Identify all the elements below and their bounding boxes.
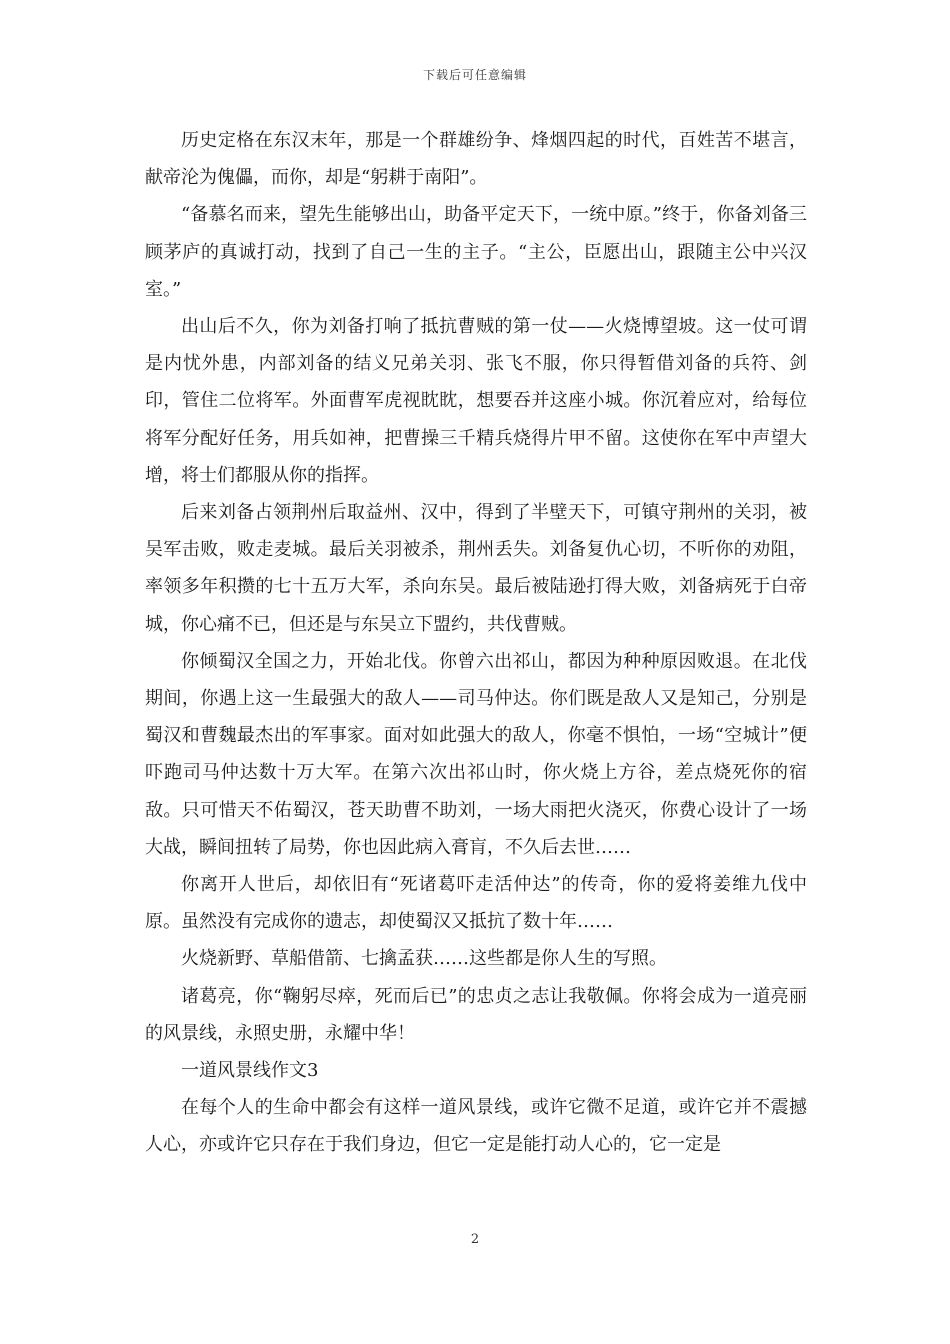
page-header: 下载后可任意编辑 bbox=[422, 68, 527, 82]
section-heading: 一道风景线作文3 bbox=[181, 1060, 319, 1082]
paragraph: 在每个人的生命中都会有这样一道风景线，或许它微不足道，或许它并不震撼人心，亦或许它只存在于我们身边，但它一定是能打动人心的，它一定是 bbox=[145, 1097, 807, 1156]
paragraph: 你倾蜀汉全国之力，开始北伐。你曾六出祁山，都因为种种原因败退。在北伐期间，你遇上这一生最强大的敌人——司马仲达。你们既是敌人又是知己，分别是蜀汉和曹魏最杰出的军事家。面对如此强大的敌人，你毫不惧怕，一场“空城计”便吓跑司马仲达数十万大军。在第六次出祁山时，你火烧上方谷，差点烧死你的宿敌。只可惜天不佑蜀汉，苍天助曹不助刘，一场大雨把火浇灭，你费心设计了一场大战，瞬间扭转了局势，你也因此病入膏肓，不久后去世…… bbox=[145, 650, 807, 858]
paragraph: 你离开人世后，却依旧有“死诸葛吓走活仲达”的传奇，你的爱将姜维九伐中原。虽然没有完成你的遗志，却使蜀汉又抵抗了数十年…… bbox=[145, 874, 807, 933]
page-number: 2 bbox=[470, 1232, 480, 1247]
paragraph: 诸葛亮，你“鞠躬尽瘁，死而后已”的忠贞之志让我敬佩。你将会成为一道亮丽的风景线，永照史册，永耀中华！ bbox=[145, 985, 807, 1044]
paragraph: “备慕名而来，望先生能够出山，助备平定天下，一统中原。”终于，你备刘备三顾茅庐的真诚打动，找到了自己一生的主子。“主公，臣愿出山，跟随主公中兴汉室。” bbox=[145, 204, 807, 300]
body-text bbox=[145, 122, 807, 1164]
paragraph: 历史定格在东汉末年，那是一个群雄纷争、烽烟四起的时代，百姓苦不堪言，献帝沦为傀儡，而你，却是“躬耕于南阳”。 bbox=[145, 130, 807, 189]
paragraph: 出山后不久，你为刘备打响了抵抗曹贼的第一仗——火烧博望坡。这一仗可谓是内忧外患，内部刘备的结义兄弟关羽、张飞不服，你只得暂借刘备的兵符、剑印，管住二位将军。外面曹军虎视眈眈，想要吞并这座小城。你沉着应对，给每位将军分配好任务，用兵如神，把曹操三千精兵烧得片甲不留。这使你在军中声望大增，将士们都服从你的指挥。 bbox=[145, 316, 807, 486]
paragraph: 火烧新野、草船借箭、七擒孟获……这些都是你人生的写照。 bbox=[181, 948, 667, 970]
paragraph: 后来刘备占领荆州后取益州、汉中，得到了半壁天下，可镇守荆州的关羽，被吴军击败，败走麦城。最后关羽被杀，荆州丢失。刘备复仇心切，不听你的劝阻，率领多年积攒的七十五万大军，杀向东吴。最后被陆逊打得大败，刘备病死于白帝城，你心痛不已，但还是与东吴立下盟约，共伐曹贼。 bbox=[145, 502, 807, 635]
